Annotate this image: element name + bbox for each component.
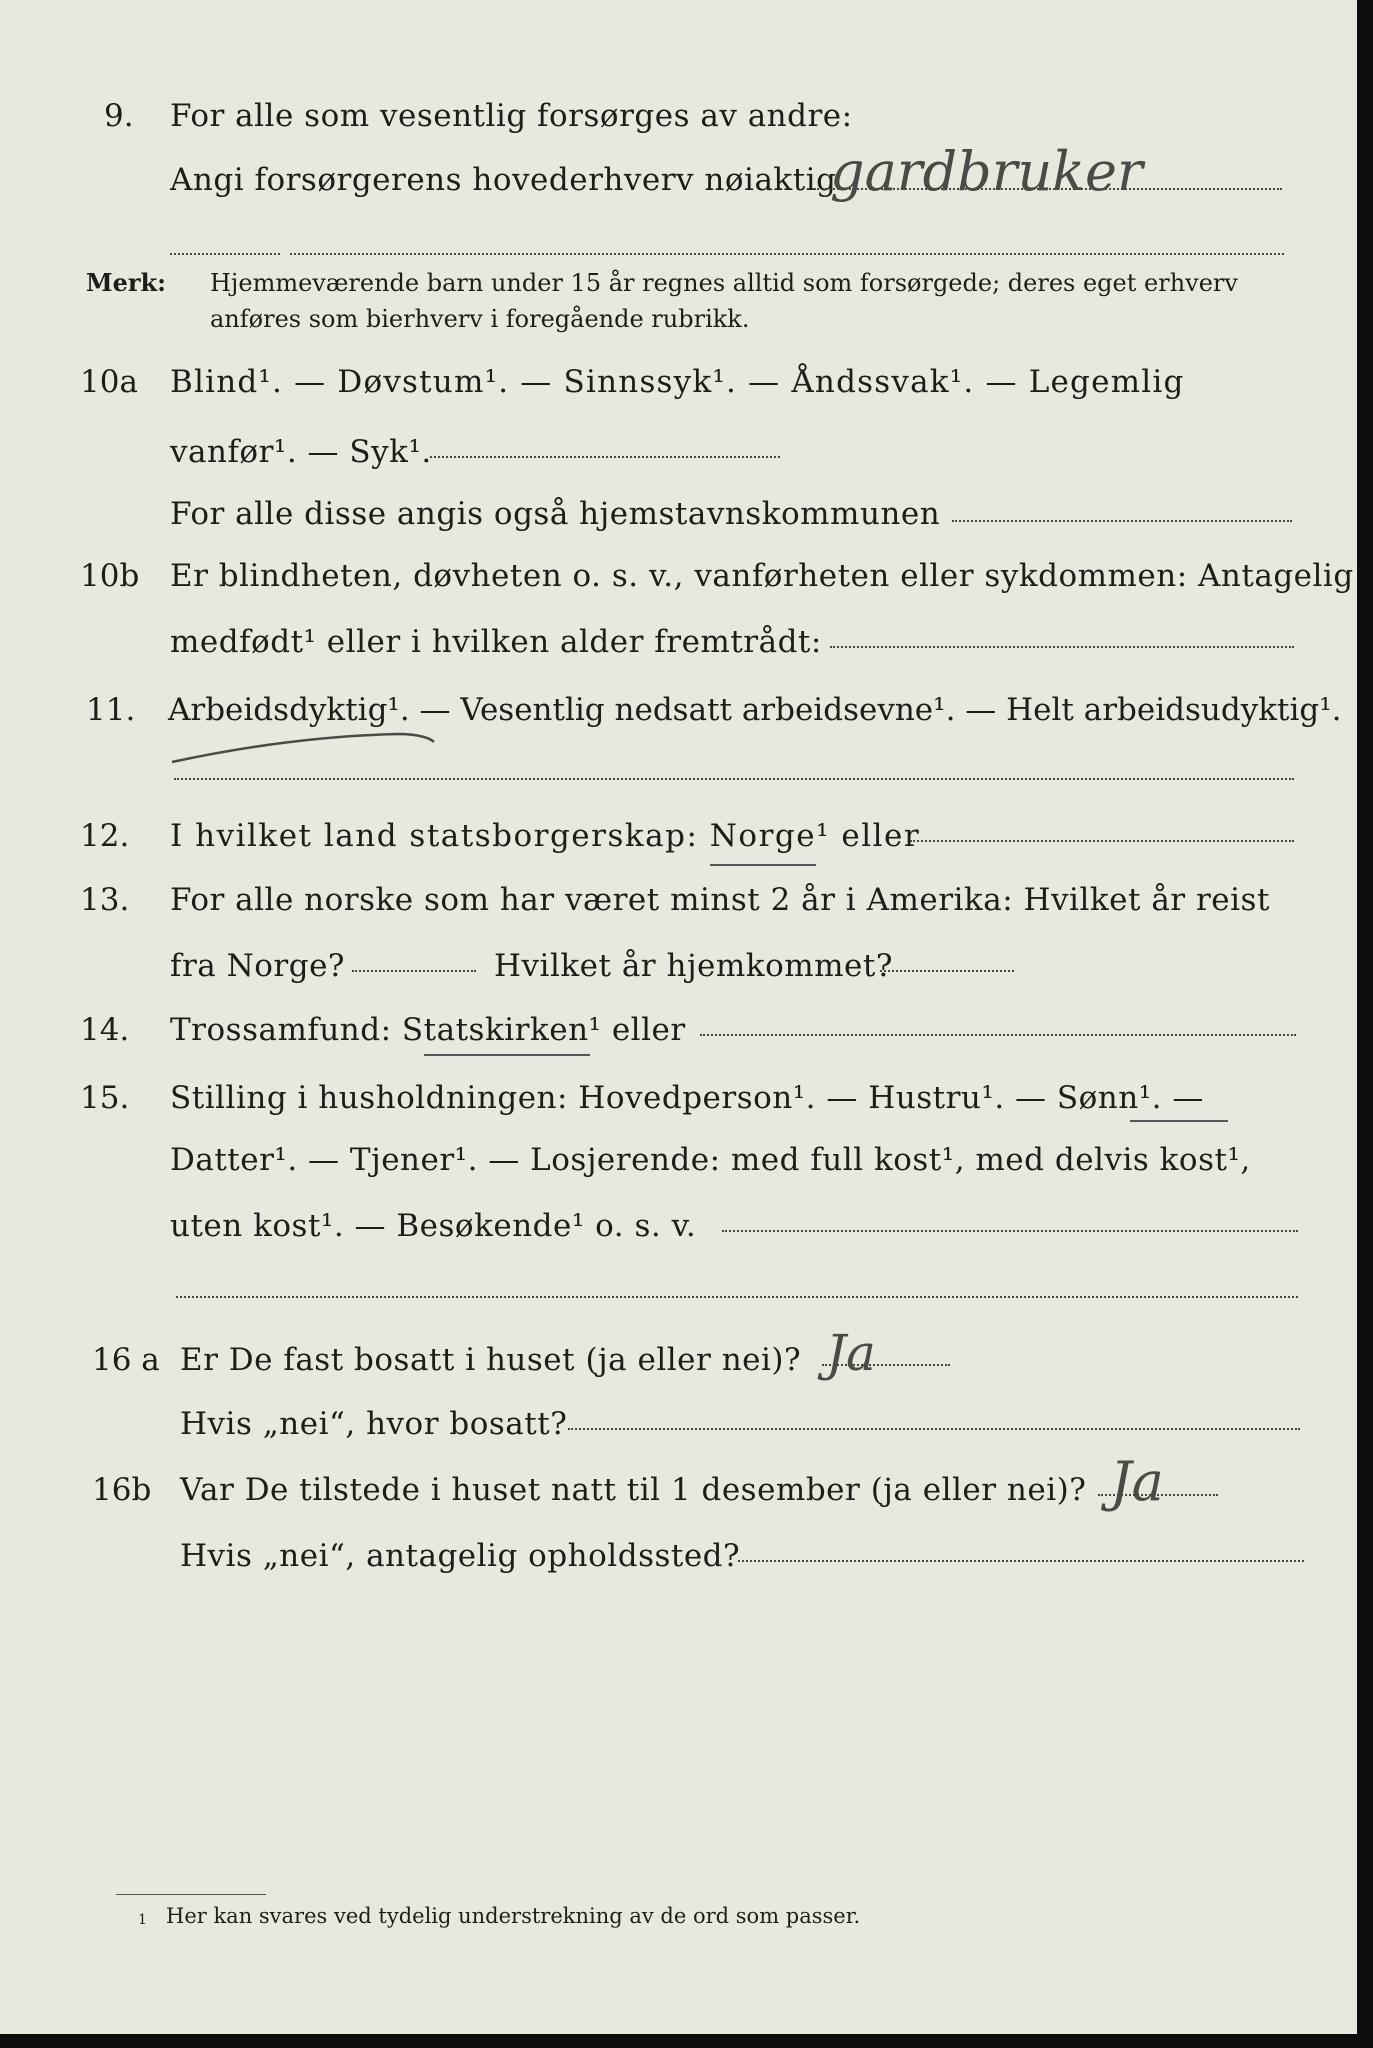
q16b-handwritten-answer: Ja: [1110, 1450, 1164, 1513]
q13-hjemkommet-line: [880, 970, 1014, 972]
footnote-mark: 1: [138, 1912, 147, 1928]
q11-line1: Arbeidsdyktig¹. — Vesentlig nedsatt arbeidsevne¹. — Helt arbeidsudyktig¹.: [168, 692, 1342, 728]
q10b-answer-line: [830, 646, 1294, 648]
q15-sonn-underline: [1130, 1120, 1228, 1122]
q13-line2b: Hvilket år hjemkommet?: [494, 948, 893, 984]
q13-line2a: fra Norge?: [170, 948, 346, 984]
q15-line1: Stilling i husholdningen: Hovedperson¹. — Hustru¹. — Sønn¹. —: [170, 1080, 1204, 1116]
merk-line1: Hjemmeværende barn under 15 år regnes alltid som forsørgede; deres eget erhverv: [210, 269, 1238, 297]
q9-line2: Angi forsørgerens hovederhverv nøiaktig: [170, 162, 837, 198]
q12-line1: I hvilket land statsborgerskap: Norge¹ eller: [170, 818, 921, 854]
q16b-number: 16b: [92, 1472, 152, 1508]
q15-number: 15.: [80, 1080, 130, 1116]
q14-statskirken-underline: [424, 1054, 590, 1056]
q16a-line2: Hvis „nei“, hvor bosatt?: [180, 1406, 568, 1442]
q9-line1: For alle som vesentlig forsørges av andre:: [170, 98, 853, 134]
merk-label: Merk:: [86, 268, 166, 297]
q16b-line1: Var De tilstede i huset natt til 1 desember (ja eller nei)?: [180, 1472, 1087, 1508]
q15-line3: uten kost¹. — Besøkende¹ o. s. v.: [170, 1208, 697, 1244]
q16a-handwritten-answer: Ja: [826, 1324, 876, 1382]
q13-reist-line: [352, 970, 476, 972]
q16a-number: 16 a: [92, 1342, 160, 1378]
q12-number: 12.: [80, 818, 130, 854]
footnote-text: Her kan svares ved tydelig understrekning av de ord som passer.: [166, 1904, 861, 1928]
q10b-line2: medfødt¹ eller i hvilken alder fremtrådt:: [170, 624, 822, 660]
q10a-kommune-line: [952, 520, 1292, 522]
q12-answer-line: [910, 840, 1294, 842]
merk-line2: anføres som bierhverv i foregående rubrikk.: [210, 305, 750, 333]
q11-blank-line: [174, 778, 1294, 780]
q16b-answer-line: [1098, 1494, 1218, 1496]
q9-number: 9.: [104, 98, 134, 134]
q15-blank-line: [176, 1296, 1298, 1298]
q16a-line1: Er De fast bosatt i huset (ja eller nei)?: [180, 1342, 802, 1378]
footnote-rule: [116, 1894, 266, 1895]
q12-norge-underline: [710, 864, 816, 866]
q9-handwritten-answer: gardbruker: [830, 140, 1143, 203]
q15-answer-line: [722, 1230, 1298, 1232]
q9-blank-line-b: [290, 253, 1284, 255]
q13-number: 13.: [80, 882, 130, 918]
q11-number: 11.: [86, 692, 136, 728]
q16a-answer-line: [822, 1364, 950, 1366]
q14-answer-line: [700, 1034, 1296, 1036]
q14-number: 14.: [80, 1012, 130, 1048]
q10a-syk-line: [430, 456, 780, 458]
q16b-line2: Hvis „nei“, antagelig opholdssted?: [180, 1538, 741, 1574]
q10a-line3: For alle disse angis også hjemstavnskommunen: [170, 496, 941, 532]
q10b-line1: Er blindheten, døvheten o. s. v., vanførheten eller sykdommen: Antagelig: [170, 558, 1354, 594]
q9-blank-line-a: [170, 253, 280, 255]
q16b-opholdssted-line: [738, 1560, 1304, 1562]
q14-line1: Trossamfund: Statskirken¹ eller: [170, 1012, 686, 1048]
q11-underline-mark: [168, 722, 438, 772]
q10a-line1: Blind¹. — Døvstum¹. — Sinnssyk¹. — Åndssvak¹. — Legemlig: [170, 364, 1185, 400]
q15-line2: Datter¹. — Tjener¹. — Losjerende: med full kost¹, med delvis kost¹,: [170, 1142, 1251, 1178]
q9-answer-line: [814, 188, 1282, 190]
q10a-number: 10a: [80, 364, 138, 400]
q13-line1: For alle norske som har været minst 2 år i Amerika: Hvilket år reist: [170, 882, 1270, 918]
q10b-number: 10b: [80, 558, 140, 594]
q10a-line2: vanfør¹. — Syk¹.: [170, 434, 432, 470]
q16a-bosatt-line: [568, 1428, 1300, 1430]
